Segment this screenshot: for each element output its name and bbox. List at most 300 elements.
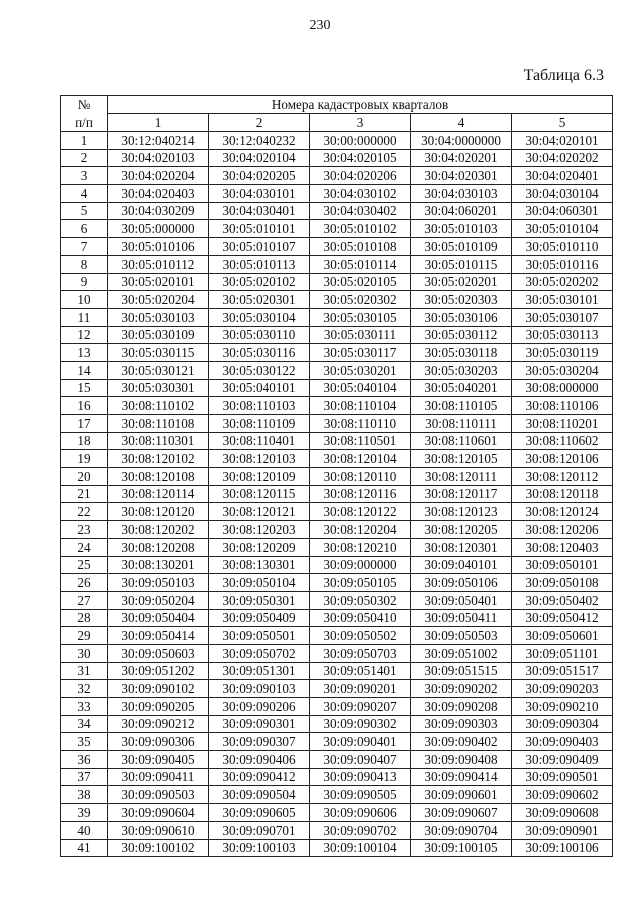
cadastral-number-cell: 30:05:030119 — [512, 344, 613, 362]
cadastral-number-cell: 30:05:020202 — [512, 273, 613, 291]
table-row — [61, 503, 613, 521]
cadastral-number-cell: 30:09:090403 — [512, 733, 613, 751]
cadastral-number-cell: 30:09:050414 — [108, 627, 209, 645]
table-caption: Таблица 6.3 — [523, 67, 604, 84]
row-number-cell: 18 — [61, 432, 108, 450]
table-row — [61, 132, 613, 150]
cadastral-number-cell: 30:09:050104 — [209, 574, 310, 592]
cadastral-number-cell: 30:05:010109 — [411, 238, 512, 256]
cadastral-number-cell: 30:12:040232 — [209, 132, 310, 150]
table-row — [61, 361, 613, 379]
table-header-row-1 — [61, 96, 613, 114]
cadastral-number-cell: 30:08:120102 — [108, 450, 209, 468]
cadastral-number-cell: 30:08:110104 — [310, 397, 411, 415]
cadastral-number-cell: 30:09:051401 — [310, 662, 411, 680]
cadastral-number-cell: 30:05:030109 — [108, 326, 209, 344]
cadastral-number-cell: 30:00:000000 — [310, 132, 411, 150]
cadastral-number-cell: 30:05:010112 — [108, 255, 209, 273]
cadastral-number-cell: 30:05:010107 — [209, 238, 310, 256]
cadastral-number-cell: 30:09:051301 — [209, 662, 310, 680]
cadastral-number-cell: 30:05:030110 — [209, 326, 310, 344]
table-row — [61, 255, 613, 273]
cadastral-number-cell: 30:08:120103 — [209, 450, 310, 468]
table-row — [61, 468, 613, 486]
table-row — [61, 149, 613, 167]
cadastral-number-cell: 30:08:120105 — [411, 450, 512, 468]
row-number-cell: 2 — [61, 149, 108, 167]
cadastral-number-cell: 30:05:030115 — [108, 344, 209, 362]
table-row — [61, 202, 613, 220]
cadastral-number-cell: 30:05:010116 — [512, 255, 613, 273]
table-row — [61, 326, 613, 344]
cadastral-number-cell: 30:04:030102 — [310, 185, 411, 203]
cadastral-number-cell: 30:08:110108 — [108, 415, 209, 433]
cadastral-number-cell: 30:09:090505 — [310, 786, 411, 804]
cadastral-number-cell: 30:08:110601 — [411, 432, 512, 450]
cadastral-number-cell: 30:05:000000 — [108, 220, 209, 238]
table-row — [61, 733, 613, 751]
cadastral-number-cell: 30:09:090901 — [512, 821, 613, 839]
row-number-cell: 5 — [61, 202, 108, 220]
table-row — [61, 804, 613, 822]
cadastral-number-cell: 30:04:020104 — [209, 149, 310, 167]
cadastral-number-cell: 30:09:090402 — [411, 733, 512, 751]
table-row — [61, 591, 613, 609]
cadastral-number-cell: 30:09:090605 — [209, 804, 310, 822]
cadastral-number-cell: 30:08:120122 — [310, 503, 411, 521]
cadastral-number-cell: 30:04:020205 — [209, 167, 310, 185]
row-number-cell: 6 — [61, 220, 108, 238]
cadastral-number-cell: 30:05:020302 — [310, 291, 411, 309]
cadastral-number-cell: 30:09:050301 — [209, 591, 310, 609]
page-number: 230 — [309, 18, 331, 33]
row-number-cell: 12 — [61, 326, 108, 344]
cadastral-number-cell: 30:09:090406 — [209, 751, 310, 769]
cadastral-number-cell: 30:05:030107 — [512, 308, 613, 326]
cadastral-number-cell: 30:04:030401 — [209, 202, 310, 220]
row-number-cell: 7 — [61, 238, 108, 256]
cadastral-number-cell: 30:09:090412 — [209, 768, 310, 786]
cadastral-number-cell: 30:09:050302 — [310, 591, 411, 609]
cadastral-number-cell: 30:04:020103 — [108, 149, 209, 167]
cadastral-number-cell: 30:05:030113 — [512, 326, 613, 344]
cadastral-number-cell: 30:05:020105 — [310, 273, 411, 291]
cadastral-number-cell: 30:08:120115 — [209, 485, 310, 503]
row-number-cell: 27 — [61, 591, 108, 609]
cadastral-number-cell: 30:04:0000000 — [411, 132, 512, 150]
row-number-cell: 33 — [61, 698, 108, 716]
table-row — [61, 839, 613, 857]
cadastral-number-cell: 30:09:090207 — [310, 698, 411, 716]
cadastral-number-cell: 30:09:050106 — [411, 574, 512, 592]
header-group-title: Номера кадастровых кварталов — [108, 96, 613, 114]
cadastral-number-cell: 30:08:120109 — [209, 468, 310, 486]
cadastral-number-cell: 30:09:100103 — [209, 839, 310, 857]
cadastral-number-cell: 30:05:020303 — [411, 291, 512, 309]
cadastral-number-cell: 30:09:090208 — [411, 698, 512, 716]
cadastral-number-cell: 30:09:050703 — [310, 644, 411, 662]
cadastral-number-cell: 30:09:051202 — [108, 662, 209, 680]
row-number-cell: 25 — [61, 556, 108, 574]
row-number-cell: 4 — [61, 185, 108, 203]
table-row — [61, 415, 613, 433]
table-row — [61, 485, 613, 503]
cadastral-number-cell: 30:09:090408 — [411, 751, 512, 769]
table-row — [61, 821, 613, 839]
table-row — [61, 379, 613, 397]
cadastral-number-cell: 30:09:090102 — [108, 680, 209, 698]
cadastral-number-cell: 30:05:010104 — [512, 220, 613, 238]
cadastral-number-cell: 30:08:110201 — [512, 415, 613, 433]
cadastral-number-cell: 30:09:050702 — [209, 644, 310, 662]
cadastral-number-cell: 30:08:120301 — [411, 538, 512, 556]
cadastral-number-cell: 30:08:120210 — [310, 538, 411, 556]
cadastral-number-cell: 30:09:090701 — [209, 821, 310, 839]
cadastral-number-cell: 30:05:030112 — [411, 326, 512, 344]
cadastral-number-cell: 30:04:020201 — [411, 149, 512, 167]
table-row — [61, 450, 613, 468]
table-row — [61, 751, 613, 769]
cadastral-number-cell: 30:05:030201 — [310, 361, 411, 379]
cadastral-number-cell: 30:09:090702 — [310, 821, 411, 839]
row-number-cell: 16 — [61, 397, 108, 415]
cadastral-number-cell: 30:04:030209 — [108, 202, 209, 220]
cadastral-number-cell: 30:09:040101 — [411, 556, 512, 574]
row-number-cell: 8 — [61, 255, 108, 273]
cadastral-number-cell: 30:05:030121 — [108, 361, 209, 379]
cadastral-number-cell: 30:08:110103 — [209, 397, 310, 415]
cadastral-number-cell: 30:08:120110 — [310, 468, 411, 486]
cadastral-number-cell: 30:09:090601 — [411, 786, 512, 804]
row-number-cell: 29 — [61, 627, 108, 645]
cadastral-number-cell: 30:09:100105 — [411, 839, 512, 857]
cadastral-number-cell: 30:08:120118 — [512, 485, 613, 503]
cadastral-number-cell: 30:09:050603 — [108, 644, 209, 662]
cadastral-number-cell: 30:09:051101 — [512, 644, 613, 662]
cadastral-number-cell: 30:09:090602 — [512, 786, 613, 804]
cadastral-number-cell: 30:09:090504 — [209, 786, 310, 804]
table-row — [61, 574, 613, 592]
row-number-cell: 1 — [61, 132, 108, 150]
table-row — [61, 715, 613, 733]
cadastral-number-cell: 30:04:020204 — [108, 167, 209, 185]
cadastral-number-cell: 30:08:120209 — [209, 538, 310, 556]
table-row — [61, 344, 613, 362]
table-row — [61, 644, 613, 662]
cadastral-number-cell: 30:05:030204 — [512, 361, 613, 379]
cadastral-number-cell: 30:05:030101 — [512, 291, 613, 309]
cadastral-number-cell: 30:08:120112 — [512, 468, 613, 486]
cadastral-number-cell: 30:09:090413 — [310, 768, 411, 786]
cadastral-quarters-table — [60, 95, 613, 857]
row-number-cell: 15 — [61, 379, 108, 397]
cadastral-number-cell: 30:09:050412 — [512, 609, 613, 627]
cadastral-number-cell: 30:08:130201 — [108, 556, 209, 574]
column-header: 2 — [209, 114, 310, 132]
cadastral-number-cell: 30:05:030104 — [209, 308, 310, 326]
cadastral-number-cell: 30:05:010103 — [411, 220, 512, 238]
cadastral-number-cell: 30:08:120205 — [411, 521, 512, 539]
table-row — [61, 238, 613, 256]
row-number-cell: 36 — [61, 751, 108, 769]
cadastral-number-cell: 30:08:120121 — [209, 503, 310, 521]
row-number-cell: 17 — [61, 415, 108, 433]
column-header: 1 — [108, 114, 209, 132]
cadastral-number-cell: 30:09:090401 — [310, 733, 411, 751]
cadastral-number-cell: 30:12:040214 — [108, 132, 209, 150]
cadastral-number-cell: 30:09:000000 — [310, 556, 411, 574]
cadastral-number-cell: 30:08:110301 — [108, 432, 209, 450]
cadastral-number-cell: 30:09:050409 — [209, 609, 310, 627]
cadastral-number-cell: 30:05:030105 — [310, 308, 411, 326]
cadastral-number-cell: 30:09:090405 — [108, 751, 209, 769]
cadastral-number-cell: 30:08:120108 — [108, 468, 209, 486]
cadastral-number-cell: 30:09:051515 — [411, 662, 512, 680]
cadastral-number-cell: 30:08:120104 — [310, 450, 411, 468]
cadastral-number-cell: 30:05:010113 — [209, 255, 310, 273]
row-number-cell: 40 — [61, 821, 108, 839]
cadastral-number-cell: 30:09:050401 — [411, 591, 512, 609]
cadastral-number-cell: 30:09:090604 — [108, 804, 209, 822]
cadastral-number-cell: 30:08:110111 — [411, 415, 512, 433]
cadastral-number-cell: 30:09:050404 — [108, 609, 209, 627]
row-number-cell: 32 — [61, 680, 108, 698]
cadastral-number-cell: 30:09:050503 — [411, 627, 512, 645]
row-number-cell: 21 — [61, 485, 108, 503]
cadastral-number-cell: 30:05:020102 — [209, 273, 310, 291]
cadastral-number-cell: 30:09:090608 — [512, 804, 613, 822]
cadastral-number-cell: 30:08:110602 — [512, 432, 613, 450]
row-number-cell: 3 — [61, 167, 108, 185]
cadastral-number-cell: 30:08:110102 — [108, 397, 209, 415]
table-row — [61, 556, 613, 574]
row-number-cell: 30 — [61, 644, 108, 662]
table-row — [61, 167, 613, 185]
cadastral-number-cell: 30:08:110401 — [209, 432, 310, 450]
cadastral-number-cell: 30:04:020202 — [512, 149, 613, 167]
cadastral-number-cell: 30:08:120202 — [108, 521, 209, 539]
table-row — [61, 521, 613, 539]
cadastral-number-cell: 30:09:050108 — [512, 574, 613, 592]
cadastral-number-cell: 30:05:040201 — [411, 379, 512, 397]
cadastral-number-cell: 30:05:010114 — [310, 255, 411, 273]
row-number-cell: 23 — [61, 521, 108, 539]
cadastral-number-cell: 30:04:020105 — [310, 149, 411, 167]
cadastral-number-cell: 30:09:050502 — [310, 627, 411, 645]
cadastral-number-cell: 30:09:051002 — [411, 644, 512, 662]
cadastral-number-cell: 30:09:100102 — [108, 839, 209, 857]
row-number-cell: 22 — [61, 503, 108, 521]
header-pp: п/п — [61, 114, 108, 132]
cadastral-number-cell: 30:08:120403 — [512, 538, 613, 556]
cadastral-number-cell: 30:09:090407 — [310, 751, 411, 769]
cadastral-number-cell: 30:09:090303 — [411, 715, 512, 733]
table-row — [61, 308, 613, 326]
table-row — [61, 786, 613, 804]
table-row — [61, 538, 613, 556]
table-row — [61, 680, 613, 698]
table-row — [61, 397, 613, 415]
cadastral-number-cell: 30:04:030103 — [411, 185, 512, 203]
cadastral-number-cell: 30:05:010110 — [512, 238, 613, 256]
cadastral-number-cell: 30:09:090503 — [108, 786, 209, 804]
cadastral-number-cell: 30:05:030203 — [411, 361, 512, 379]
cadastral-number-cell: 30:09:051517 — [512, 662, 613, 680]
table-row — [61, 609, 613, 627]
cadastral-number-cell: 30:04:030402 — [310, 202, 411, 220]
cadastral-number-cell: 30:05:030111 — [310, 326, 411, 344]
cadastral-number-cell: 30:05:020101 — [108, 273, 209, 291]
cadastral-number-cell: 30:09:050402 — [512, 591, 613, 609]
cadastral-number-cell: 30:08:120208 — [108, 538, 209, 556]
cadastral-number-cell: 30:08:120124 — [512, 503, 613, 521]
row-number-cell: 14 — [61, 361, 108, 379]
cadastral-number-cell: 30:09:090201 — [310, 680, 411, 698]
cadastral-number-cell: 30:08:120117 — [411, 485, 512, 503]
cadastral-number-cell: 30:09:050105 — [310, 574, 411, 592]
cadastral-number-cell: 30:09:100104 — [310, 839, 411, 857]
cadastral-number-cell: 30:05:020301 — [209, 291, 310, 309]
cadastral-number-cell: 30:09:090610 — [108, 821, 209, 839]
cadastral-number-cell: 30:08:110110 — [310, 415, 411, 433]
cadastral-number-cell: 30:08:120203 — [209, 521, 310, 539]
table-header-row-2 — [61, 114, 613, 132]
cadastral-number-cell: 30:09:100106 — [512, 839, 613, 857]
row-number-cell: 26 — [61, 574, 108, 592]
cadastral-number-cell: 30:08:110501 — [310, 432, 411, 450]
cadastral-number-cell: 30:05:010106 — [108, 238, 209, 256]
cadastral-number-cell: 30:09:090411 — [108, 768, 209, 786]
cadastral-number-cell: 30:09:090301 — [209, 715, 310, 733]
cadastral-number-cell: 30:08:110109 — [209, 415, 310, 433]
cadastral-number-cell: 30:08:120204 — [310, 521, 411, 539]
cadastral-number-cell: 30:09:090307 — [209, 733, 310, 751]
cadastral-number-cell: 30:09:090103 — [209, 680, 310, 698]
cadastral-number-cell: 30:04:020401 — [512, 167, 613, 185]
row-number-cell: 11 — [61, 308, 108, 326]
table-row — [61, 768, 613, 786]
row-number-cell: 35 — [61, 733, 108, 751]
cadastral-number-cell: 30:09:090203 — [512, 680, 613, 698]
cadastral-number-cell: 30:08:000000 — [512, 379, 613, 397]
cadastral-number-cell: 30:05:030117 — [310, 344, 411, 362]
cadastral-number-cell: 30:05:030116 — [209, 344, 310, 362]
row-number-cell: 37 — [61, 768, 108, 786]
cadastral-number-cell: 30:08:120206 — [512, 521, 613, 539]
cadastral-number-cell: 30:09:090414 — [411, 768, 512, 786]
row-number-cell: 24 — [61, 538, 108, 556]
cadastral-number-cell: 30:05:030106 — [411, 308, 512, 326]
cadastral-number-cell: 30:09:090205 — [108, 698, 209, 716]
cadastral-number-cell: 30:05:030103 — [108, 308, 209, 326]
cadastral-number-cell: 30:09:090210 — [512, 698, 613, 716]
row-number-cell: 20 — [61, 468, 108, 486]
cadastral-number-cell: 30:09:050101 — [512, 556, 613, 574]
cadastral-number-cell: 30:04:060201 — [411, 202, 512, 220]
table-row — [61, 291, 613, 309]
table-row — [61, 185, 613, 203]
cadastral-number-cell: 30:09:050411 — [411, 609, 512, 627]
row-number-cell: 31 — [61, 662, 108, 680]
cadastral-number-cell: 30:09:050204 — [108, 591, 209, 609]
cadastral-number-cell: 30:05:010102 — [310, 220, 411, 238]
cadastral-number-cell: 30:09:090206 — [209, 698, 310, 716]
cadastral-number-cell: 30:04:020403 — [108, 185, 209, 203]
cadastral-number-cell: 30:09:090501 — [512, 768, 613, 786]
cadastral-number-cell: 30:09:050601 — [512, 627, 613, 645]
row-number-cell: 39 — [61, 804, 108, 822]
cadastral-number-cell: 30:09:090704 — [411, 821, 512, 839]
cadastral-number-cell: 30:08:110105 — [411, 397, 512, 415]
table-row — [61, 432, 613, 450]
cadastral-number-cell: 30:05:030122 — [209, 361, 310, 379]
row-number-cell: 13 — [61, 344, 108, 362]
row-number-cell: 28 — [61, 609, 108, 627]
column-header: 5 — [512, 114, 613, 132]
column-header: 3 — [310, 114, 411, 132]
cadastral-number-cell: 30:04:020101 — [512, 132, 613, 150]
cadastral-number-cell: 30:08:120120 — [108, 503, 209, 521]
cadastral-number-cell: 30:08:120114 — [108, 485, 209, 503]
cadastral-number-cell: 30:04:030101 — [209, 185, 310, 203]
cadastral-number-cell: 30:08:120116 — [310, 485, 411, 503]
cadastral-number-cell: 30:04:020301 — [411, 167, 512, 185]
cadastral-number-cell: 30:09:090606 — [310, 804, 411, 822]
cadastral-number-cell: 30:04:020206 — [310, 167, 411, 185]
cadastral-number-cell: 30:05:020204 — [108, 291, 209, 309]
cadastral-number-cell: 30:09:090306 — [108, 733, 209, 751]
cadastral-number-cell: 30:05:010101 — [209, 220, 310, 238]
cadastral-number-cell: 30:09:090409 — [512, 751, 613, 769]
cadastral-number-cell: 30:08:120106 — [512, 450, 613, 468]
row-number-cell: 10 — [61, 291, 108, 309]
header-number-sign: № — [61, 96, 108, 114]
row-number-cell: 38 — [61, 786, 108, 804]
cadastral-number-cell: 30:05:030301 — [108, 379, 209, 397]
cadastral-number-cell: 30:08:130301 — [209, 556, 310, 574]
table-body — [61, 132, 613, 857]
cadastral-number-cell: 30:05:020201 — [411, 273, 512, 291]
cadastral-number-cell: 30:09:090212 — [108, 715, 209, 733]
row-number-cell: 9 — [61, 273, 108, 291]
cadastral-number-cell: 30:05:010115 — [411, 255, 512, 273]
row-number-cell: 19 — [61, 450, 108, 468]
cadastral-number-cell: 30:05:030118 — [411, 344, 512, 362]
cadastral-number-cell: 30:09:050103 — [108, 574, 209, 592]
column-header: 4 — [411, 114, 512, 132]
cadastral-number-cell: 30:09:090304 — [512, 715, 613, 733]
row-number-cell: 41 — [61, 839, 108, 857]
cadastral-number-cell: 30:08:110106 — [512, 397, 613, 415]
table-row — [61, 627, 613, 645]
cadastral-number-cell: 30:09:090302 — [310, 715, 411, 733]
cadastral-number-cell: 30:04:060301 — [512, 202, 613, 220]
cadastral-number-cell: 30:05:040104 — [310, 379, 411, 397]
cadastral-number-cell: 30:04:030104 — [512, 185, 613, 203]
table-row — [61, 698, 613, 716]
table-row — [61, 220, 613, 238]
table-row — [61, 273, 613, 291]
cadastral-number-cell: 30:08:120111 — [411, 468, 512, 486]
cadastral-number-cell: 30:08:120123 — [411, 503, 512, 521]
cadastral-number-cell: 30:09:090202 — [411, 680, 512, 698]
cadastral-number-cell: 30:09:050410 — [310, 609, 411, 627]
cadastral-number-cell: 30:05:040101 — [209, 379, 310, 397]
cadastral-number-cell: 30:09:050501 — [209, 627, 310, 645]
cadastral-number-cell: 30:05:010108 — [310, 238, 411, 256]
table-row — [61, 662, 613, 680]
cadastral-number-cell: 30:09:090607 — [411, 804, 512, 822]
